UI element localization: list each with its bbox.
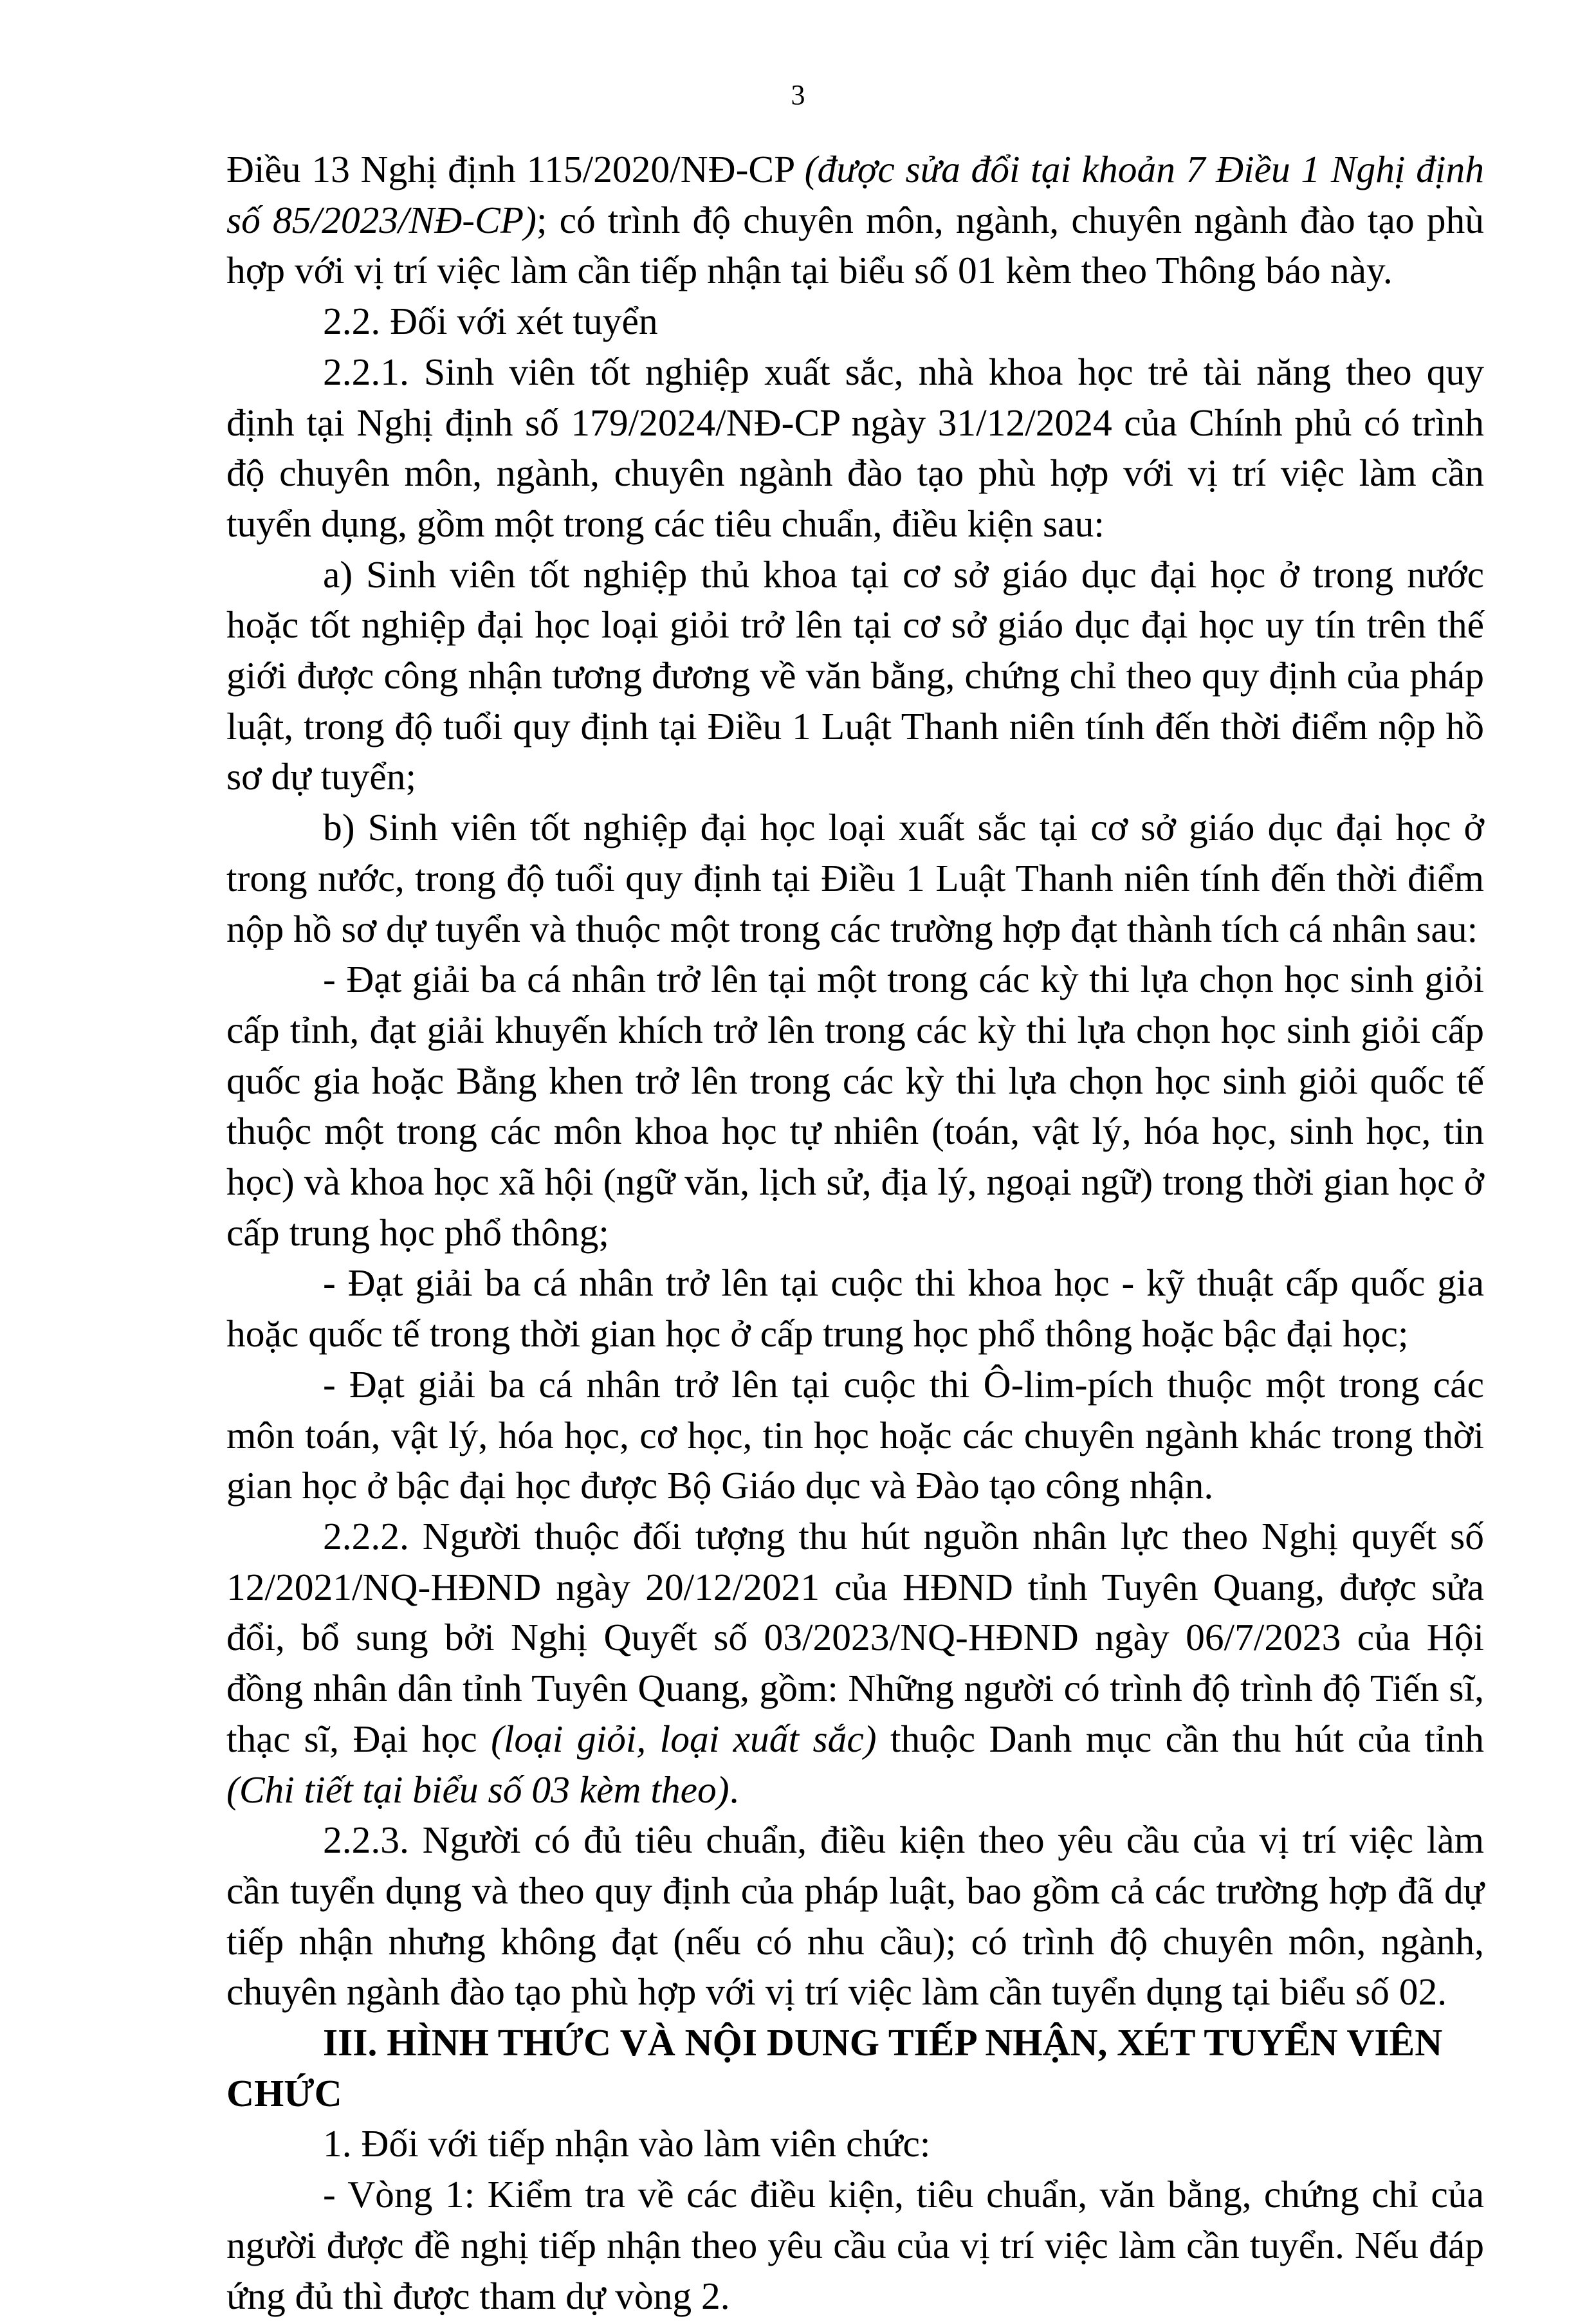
p9-text-end: . xyxy=(729,1768,739,1811)
p9-text: 2.2.2. Người thuộc đối tượng thu hút nguồn nhân lực theo Nghị quyết số 12/2021/NQ-HĐND ngày 20/12/2021 của HĐND tỉnh Tuyên Quang, được sửa đổi, bổ sung bởi Nghị Quyết số 03/2023/NQ-HĐND ngày 06/7/2023 của Hội đồng nhân dân tỉnh Tuyên Quang, gồm: Những người có trình độ trình độ Tiến sĩ, thạc sĩ, Đại học xyxy=(226,1514,1484,1760)
paragraph-2-2-2 xyxy=(226,1511,1484,1815)
section-iii-heading: III. HÌNH THỨC VÀ NỘI DUNG TIẾP NHẬN, XÉT TUYỂN VIÊN CHỨC xyxy=(226,2021,1443,2115)
paragraph-item-a: a) Sinh viên tốt nghiệp thủ khoa tại cơ sở giáo dục đại học ở trong nước hoặc tốt nghiệp đại học loại giỏi trở lên tại cơ sở giáo dục đại học uy tín trên thế giới được công nhận tương đương về văn bằng, chứng chỉ theo quy định của pháp luật, trong độ tuổi quy định tại Điều 1 Luật Thanh niên tính đến thời điểm nộp hồ sơ dự tuyển; xyxy=(226,553,1484,798)
page-number: 3 xyxy=(791,79,805,111)
paragraph-round-1: - Vòng 1: Kiểm tra về các điều kiện, tiêu chuẩn, văn bằng, chứng chỉ của người được đề nghị tiếp nhận theo yêu cầu của vị trí việc làm cần tuyển. Nếu đáp ứng đủ thì được tham dự vòng 2. xyxy=(226,2173,1484,2317)
paragraph-2-2-1: 2.2.1. Sinh viên tốt nghiệp xuất sắc, nhà khoa học trẻ tài năng theo quy định tại Nghị định số 179/2024/NĐ-CP ngày 31/12/2024 của Chính phủ có trình độ chuyên môn, ngành, chuyên ngành đào tạo phù hợp với vị trí việc làm cần tuyển dụng, gồm một trong các tiêu chuẩn, điều kiện sau: xyxy=(226,350,1484,545)
bullet-award-provincial: - Đạt giải ba cá nhân trở lên tại một trong các kỳ thi lựa chọn học sinh giỏi cấp tỉnh, đạt giải khuyến khích trở lên trong các kỳ thi lựa chọn học sinh giỏi cấp quốc gia hoặc Bằng khen trở lên trong các kỳ thi lựa chọn học sinh giỏi quốc tế thuộc một trong các môn khoa học tự nhiên (toán, vật lý, hóa học, sinh học, tin học) và khoa học xã hội (ngữ văn, lịch sử, địa lý, ngoại ngữ) trong thời gian học ở cấp trung học phổ thông; xyxy=(226,958,1484,1254)
paragraph-item-b: b) Sinh viên tốt nghiệp đại học loại xuất sắc tại cơ sở giáo dục đại học ở trong nước, trong độ tuổi quy định tại Điều 1 Luật Thanh niên tính đến thời điểm nộp hồ sơ dự tuyển và thuộc một trong các trường hợp đạt thành tích cá nhân sau: xyxy=(226,806,1484,950)
paragraph-continuation xyxy=(226,144,1484,296)
p1-text-end: ; có trình độ chuyên môn, ngành, chuyên ngành đào tạo phù hợp với vị trí việc làm cần tiếp nhận tại biểu số 01 kèm theo Thông báo này. xyxy=(226,198,1484,292)
bullet-award-science: - Đạt giải ba cá nhân trở lên tại cuộc thi khoa học - kỹ thuật cấp quốc gia hoặc quốc tế trong thời gian học ở cấp trung học phổ thông hoặc bậc đại học; xyxy=(226,1261,1484,1355)
p9-italic-detail: (Chi tiết tại biểu số 03 kèm theo) xyxy=(226,1768,729,1811)
p9-italic-grade: (loại giỏi, loại xuất sắc) xyxy=(491,1717,877,1760)
p1-text: Điều 13 Nghị định 115/2020/NĐ-CP xyxy=(226,148,805,190)
subsection-1-title: 1. Đối với tiếp nhận vào làm viên chức: xyxy=(323,2122,931,2165)
p9-text-mid: thuộc Danh mục cần thu hút của tỉnh xyxy=(876,1717,1484,1760)
section-2-2-title: 2.2. Đối với xét tuyển xyxy=(323,300,658,343)
p1-italic-reference: (được sửa đổi tại khoản 7 Điều 1 Nghị định số 85/2023/NĐ-CP) xyxy=(226,148,1484,241)
paragraph-2-2-3: 2.2.3. Người có đủ tiêu chuẩn, điều kiện theo yêu cầu của vị trí việc làm cần tuyển dụng và theo quy định của pháp luật, bao gồm cả các trường hợp đã dự tiếp nhận nhưng không đạt (nếu có nhu cầu); có trình độ chuyên môn, ngành, chuyên ngành đào tạo phù hợp với vị trí việc làm cần tuyển dụng tại biểu số 02. xyxy=(226,1819,1484,2014)
bullet-award-olympic: - Đạt giải ba cá nhân trở lên tại cuộc thi Ô-lim-pích thuộc một trong các môn toán, vật lý, hóa học, cơ học, tin học hoặc các chuyên ngành khác trong thời gian học ở bậc đại học được Bộ Giáo dục và Đào tạo công nhận. xyxy=(226,1362,1484,1507)
document-body xyxy=(226,144,1484,2321)
